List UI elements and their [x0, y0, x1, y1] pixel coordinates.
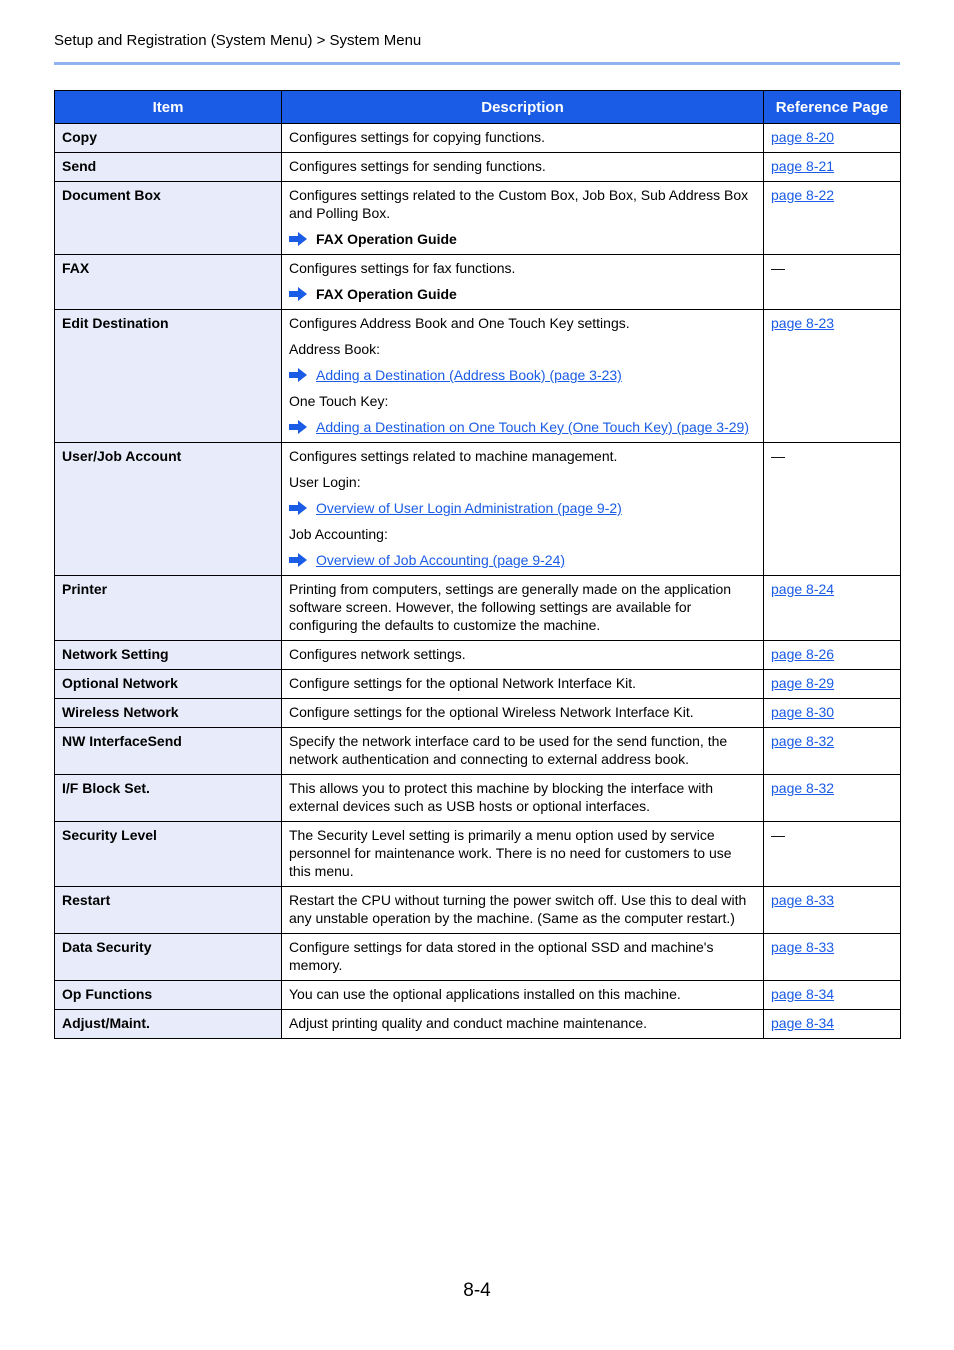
- table-row: [55, 670, 901, 699]
- reference-page-link[interactable]: page 8-33: [771, 939, 835, 955]
- table-row: [55, 822, 901, 887]
- item-name: Security Level: [55, 822, 282, 887]
- reference-cell: [764, 934, 901, 981]
- item-description: [282, 775, 764, 822]
- item-description: [282, 182, 764, 255]
- breadcrumb: Setup and Registration (System Menu) > System Menu: [54, 32, 422, 49]
- item-name: Edit Destination: [55, 310, 282, 443]
- reference-page-link[interactable]: page 8-21: [771, 158, 835, 174]
- item-description: [282, 887, 764, 934]
- table-row: [55, 775, 901, 822]
- no-reference-dash: —: [771, 827, 785, 843]
- reference-page-link[interactable]: page 8-29: [771, 675, 835, 691]
- right-arrow-icon: [289, 287, 307, 301]
- reference-cell: [764, 443, 901, 576]
- item-description: [282, 699, 764, 728]
- description-text: Configures settings for fax functions.: [289, 260, 516, 276]
- item-name: Adjust/Maint.: [55, 1010, 282, 1039]
- reference-page-link[interactable]: page 8-32: [771, 733, 835, 749]
- reference-link[interactable]: Overview of User Login Administration (page 9-2): [316, 500, 622, 516]
- reference-page-link[interactable]: page 8-22: [771, 187, 835, 203]
- item-description: [282, 670, 764, 699]
- reference-guide-name: FAX Operation Guide: [316, 286, 457, 302]
- column-header-description: Description: [282, 91, 764, 124]
- description-text: Configures network settings.: [289, 646, 466, 662]
- item-description: [282, 641, 764, 670]
- description-subheading: User Login:: [289, 474, 361, 490]
- reference-cell: [764, 310, 901, 443]
- table-row: [55, 255, 901, 310]
- no-reference-dash: —: [771, 448, 785, 464]
- item-description: [282, 934, 764, 981]
- table-row: [55, 576, 901, 641]
- description-text: Restart the CPU without turning the power switch off. Use this to deal with any unstable operation by the machine. (Same as the computer restart.): [289, 892, 747, 926]
- table-row: [55, 182, 901, 255]
- column-header-reference-page: Reference Page: [764, 91, 901, 124]
- reference-cell: [764, 822, 901, 887]
- item-name: Restart: [55, 887, 282, 934]
- description-subheading: Address Book:: [289, 341, 381, 357]
- reference-cell: [764, 699, 901, 728]
- reference-page-link[interactable]: page 8-30: [771, 704, 835, 720]
- item-description: [282, 255, 764, 310]
- reference-cell: [764, 255, 901, 310]
- right-arrow-icon: [289, 368, 307, 382]
- table-header-row: [55, 91, 901, 124]
- item-name: Network Setting: [55, 641, 282, 670]
- reference-page-link[interactable]: page 8-24: [771, 581, 835, 597]
- reference-cell: [764, 670, 901, 699]
- description-text: Configure settings for the optional Wireless Network Interface Kit.: [289, 704, 694, 720]
- item-description: [282, 576, 764, 641]
- reference-cell: [764, 728, 901, 775]
- description-text: Specify the network interface card to be used for the send function, the network authentication and connecting to external address book.: [289, 733, 728, 767]
- table-row: [55, 981, 901, 1010]
- reference-note: [289, 418, 756, 436]
- reference-cell: [764, 124, 901, 153]
- item-name: Optional Network: [55, 670, 282, 699]
- item-name: Printer: [55, 576, 282, 641]
- reference-cell: [764, 576, 901, 641]
- item-name: Document Box: [55, 182, 282, 255]
- item-name: Op Functions: [55, 981, 282, 1010]
- table-row: [55, 934, 901, 981]
- description-text: Configures settings for copying functions.: [289, 129, 546, 145]
- item-description: [282, 124, 764, 153]
- description-subheading: Job Accounting:: [289, 526, 388, 542]
- item-description: [282, 822, 764, 887]
- item-name: Send: [55, 153, 282, 182]
- item-name: Data Security: [55, 934, 282, 981]
- item-description: [282, 310, 764, 443]
- table-row: [55, 153, 901, 182]
- item-name: I/F Block Set.: [55, 775, 282, 822]
- reference-page-link[interactable]: page 8-23: [771, 315, 835, 331]
- description-text: The Security Level setting is primarily a menu option used by service personnel for maintenance work. There is no need for customers to use this menu.: [289, 827, 732, 879]
- description-text: Configures settings related to machine management.: [289, 448, 618, 464]
- reference-note: [289, 366, 756, 384]
- right-arrow-icon: [289, 232, 307, 246]
- description-text: Printing from computers, settings are generally made on the application software screen. However, the following settings are available for configuring the defaults to customize the machine.: [289, 581, 732, 633]
- item-name: User/Job Account: [55, 443, 282, 576]
- reference-cell: [764, 775, 901, 822]
- description-text: Adjust printing quality and conduct machine maintenance.: [289, 1015, 647, 1031]
- description-text: You can use the optional applications installed on this machine.: [289, 986, 681, 1002]
- reference-cell: [764, 887, 901, 934]
- description-subheading: One Touch Key:: [289, 393, 389, 409]
- system-menu-table: [54, 90, 901, 1039]
- item-description: [282, 1010, 764, 1039]
- reference-note: [289, 499, 756, 517]
- column-header-item: Item: [55, 91, 282, 124]
- description-text: Configures Address Book and One Touch Key settings.: [289, 315, 630, 331]
- reference-page-link[interactable]: page 8-26: [771, 646, 835, 662]
- right-arrow-icon: [289, 420, 307, 434]
- reference-link[interactable]: Adding a Destination (Address Book) (page 3-23): [316, 367, 622, 383]
- no-reference-dash: —: [771, 260, 785, 276]
- reference-note: [289, 230, 756, 248]
- reference-note: [289, 551, 756, 569]
- reference-link[interactable]: Overview of Job Accounting (page 9-24): [316, 552, 566, 568]
- table-row: [55, 124, 901, 153]
- table-row: [55, 641, 901, 670]
- description-text: This allows you to protect this machine by blocking the interface with external devices such as USB hosts or optional interfaces.: [289, 780, 714, 814]
- table-row: [55, 728, 901, 775]
- table-row: [55, 699, 901, 728]
- reference-guide-name: FAX Operation Guide: [316, 231, 457, 247]
- reference-cell: [764, 641, 901, 670]
- item-name: FAX: [55, 255, 282, 310]
- description-text: Configures settings related to the Custom Box, Job Box, Sub Address Box and Polling Box.: [289, 187, 749, 221]
- reference-cell: [764, 1010, 901, 1039]
- reference-link[interactable]: Adding a Destination on One Touch Key (One Touch Key) (page 3-29): [316, 419, 749, 435]
- page-number: 8-4: [463, 1280, 491, 1301]
- description-text: Configure settings for data stored in the optional SSD and machine's memory.: [289, 939, 714, 973]
- right-arrow-icon: [289, 553, 307, 567]
- table-row: [55, 310, 901, 443]
- table-row: [55, 443, 901, 576]
- reference-cell: [764, 981, 901, 1010]
- reference-page-link[interactable]: page 8-32: [771, 780, 835, 796]
- reference-cell: [764, 153, 901, 182]
- item-description: [282, 153, 764, 182]
- table-row: [55, 1010, 901, 1039]
- table-row: [55, 887, 901, 934]
- item-name: Wireless Network: [55, 699, 282, 728]
- header-rule: [54, 62, 900, 65]
- reference-page-link[interactable]: page 8-34: [771, 986, 835, 1002]
- right-arrow-icon: [289, 501, 307, 515]
- description-text: Configures settings for sending functions.: [289, 158, 546, 174]
- reference-page-link[interactable]: page 8-20: [771, 129, 835, 145]
- reference-page-link[interactable]: page 8-34: [771, 1015, 835, 1031]
- item-description: [282, 443, 764, 576]
- description-text: Configure settings for the optional Network Interface Kit.: [289, 675, 637, 691]
- item-description: [282, 981, 764, 1010]
- item-name: NW InterfaceSend: [55, 728, 282, 775]
- reference-page-link[interactable]: page 8-33: [771, 892, 835, 908]
- item-description: [282, 728, 764, 775]
- item-name: Copy: [55, 124, 282, 153]
- reference-note: [289, 285, 756, 303]
- reference-cell: [764, 182, 901, 255]
